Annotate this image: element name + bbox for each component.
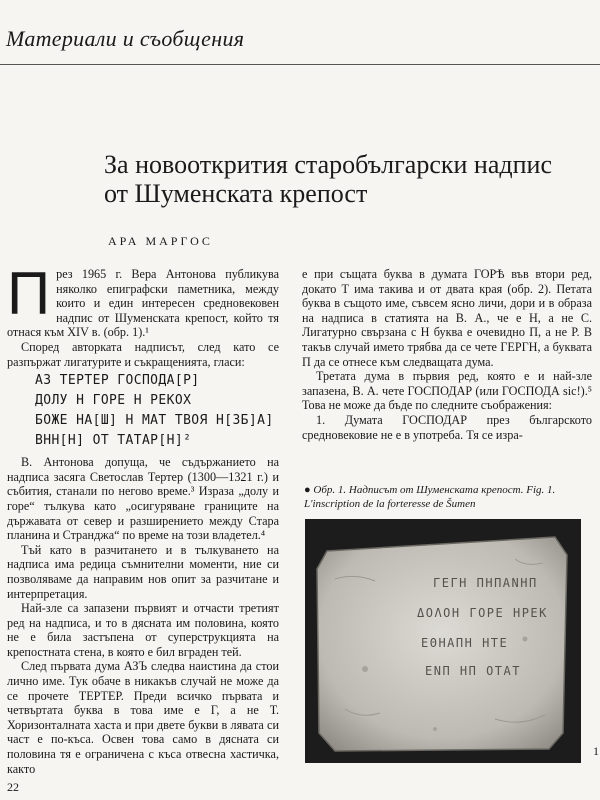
paragraph-1 xyxy=(7,260,279,340)
stone-line-4: ΕΝΠ ΗΠ ΟΤΑΤ xyxy=(425,664,521,678)
section-divider xyxy=(0,64,600,65)
edge-mark: 1 xyxy=(593,744,599,758)
section-title: Материали и съобщения xyxy=(6,26,245,51)
paragraph-4: Тъй като в разчитането и в тълкуването на надписа има редица съмнителни моменти, ние си позволяваме да направим нов опит за разчитане и интерпретация. xyxy=(7,542,279,601)
paragraph-6: След първата дума АЗЪ следва наистина да стои лично име. Тук обаче в никакъв случай не може да се прочете ТЕРТЕР. Преди всичко първата и четвъртата буква в това име е Г, а не Т. Хоризонталната хаста и при двете букви в лявата си част е по-къса. Освен това само в дясната си половина тя е ограничена с къса отвесна хастичка, както xyxy=(7,659,279,776)
stone-line-2: ΔΟΛΟΗ ΓΟΡΕ ΗΡΕΚ xyxy=(417,606,548,620)
paragraph-3: В. Антонова допуща, че съдържанието на надписа засяга Светослав Тертер (1300—1321 г.) и събития, станали по негово време.³ Израза „долу и горе“ тълкува като „осигуряване границите на държавата от север и разширението между Стара планина и Странджа“ по време на този владетел.⁴ xyxy=(7,455,279,543)
article-author: АРА МАРГОС xyxy=(108,234,213,248)
inscription-stone-photo xyxy=(305,519,581,763)
article-title-line-1: За новооткрития старобългарски надпис xyxy=(104,150,552,179)
page-number: 22 xyxy=(7,780,19,794)
paragraph-5: Най-зле са запазени първият и отчасти третият ред на надписа, и то в дясната им половина, която не е била застъпена от суперструкцията на крепостната стена, в която е бил вграден тей. xyxy=(7,601,279,659)
inscription-transcription xyxy=(35,371,279,451)
inscription-line-2: ДОЛУ Н ГОРЕ Н РЕКОХ xyxy=(35,393,192,409)
stone-line-1: ΓΕΓΗ ΠΗΠΑΝΗΠ xyxy=(433,576,538,590)
drop-cap: П xyxy=(7,260,51,327)
paragraph-2: Според авторката надписът, след като се разпържат лигатурите и съкращенията, гласи: xyxy=(7,339,279,369)
figure-caption: ● Обр. 1. Надписът от Шуменската крепост. Fig. 1. L'inscription de la forteresse de Šumen xyxy=(304,484,556,510)
left-column xyxy=(7,260,279,776)
right-column xyxy=(302,267,592,442)
stone-line-3: ΕΘΗΑΠΗ ΗΤΕ xyxy=(421,636,509,650)
inscription-line-3: БОЖЕ НА[Ш] Н МАТ ТВОЯ Н[ЗБ]А] xyxy=(35,413,274,429)
paragraph-7: е при същата буква в думата ГОРѢ във втори ред, докато Т има такива и от двата края (обр. 2). Петата буква в същото име, съвсем ясно личи, дори и в образа на надписа в статията на В. А., че е Н, а не С. Лигатурно свързана с Н буква е очевидно П, а не Р. В такъв случай името трябва да се чете ГЕРГН, а буквата П да се отнесе към следващата дума. xyxy=(302,267,592,369)
paragraph-8: Третата дума в първия ред, която е и най-зле запазена, В. А. чете ГОСПОДАР (или ГОСПОДА sic!).⁵ Това не може да бъде по следните съображения: xyxy=(302,369,592,413)
article-title-line-2: от Шуменската крепост xyxy=(104,179,368,208)
inscription-line-4: ВНН[Н] ОТ ТАТАР[Н]² xyxy=(35,433,192,449)
paragraph-9: 1. Думата ГОСПОДАР през българското средновековие не е в употреба. Тя се изра- xyxy=(302,412,592,442)
paragraph-1-text: рез 1965 г. Вера Антонова публикува няколко епиграфски паметника, между които и един интересен средновековен надпис от Шуменската крепост, който тя отнася към XIV в. (обр. 1).¹ xyxy=(7,267,279,340)
inscription-line-1: АЗ ТЕРТЕР ГОСПОДА[Р] xyxy=(35,373,200,389)
article-title xyxy=(104,150,574,208)
